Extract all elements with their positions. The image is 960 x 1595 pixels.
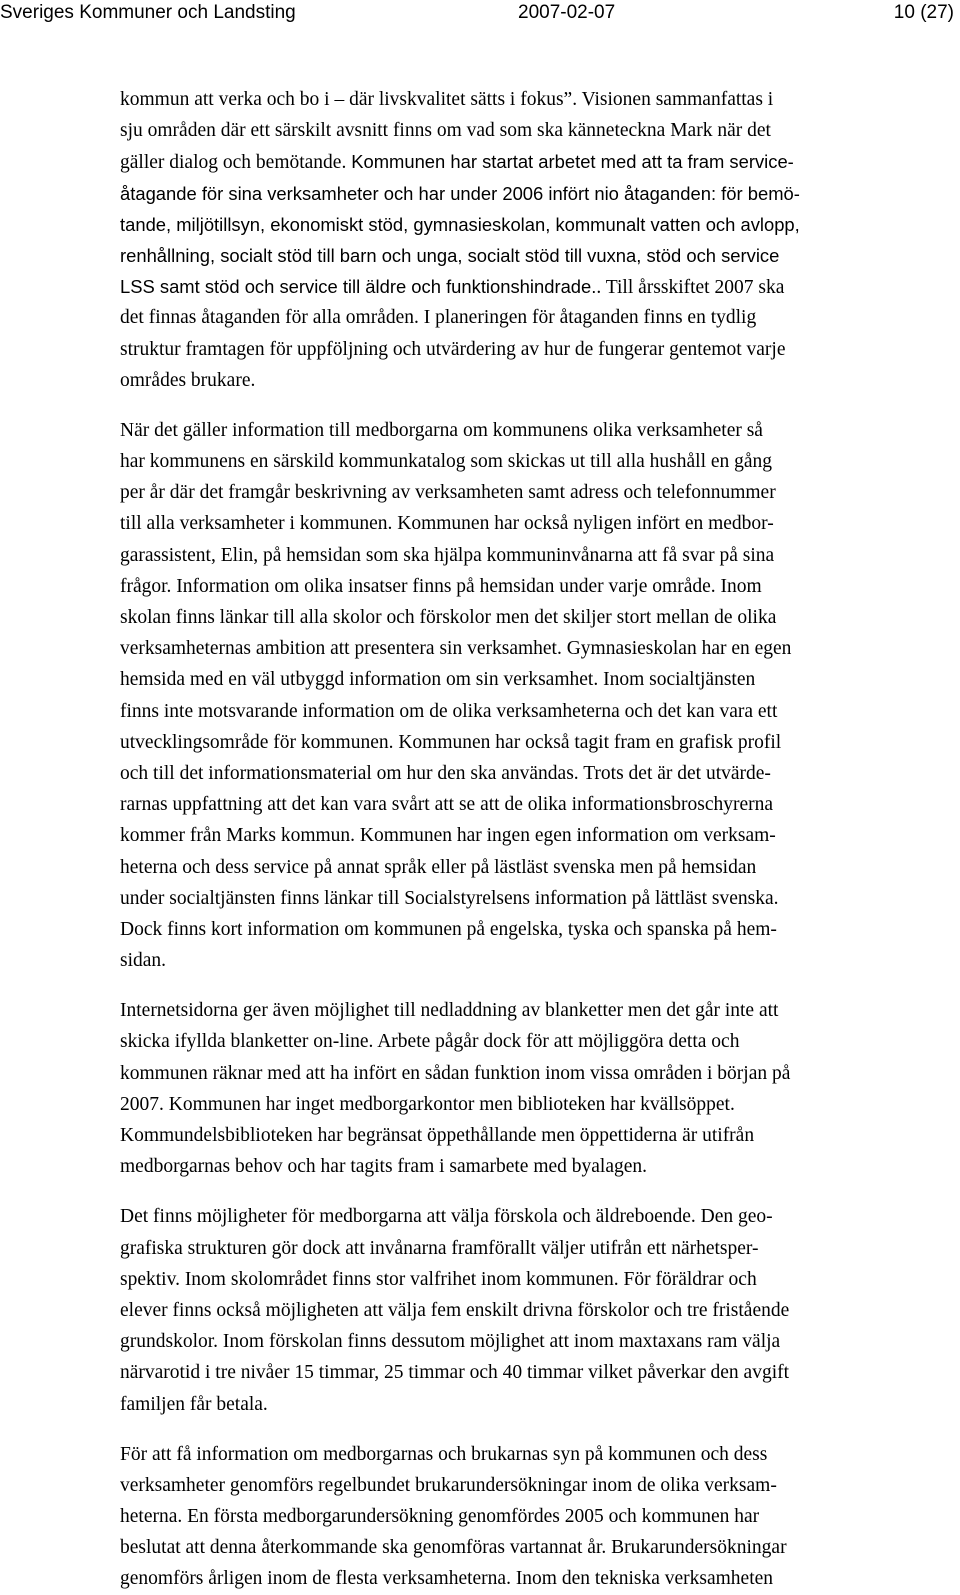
text-line: [120, 540, 920, 571]
text-line: [120, 820, 920, 851]
text-segment: närvarotid i tre nivåer 15 timmar, 25 timmar och 40 timmar vilket påverkar den avgift: [120, 1362, 790, 1384]
text-line: [120, 1563, 920, 1594]
text-segment: kommunen räknar med att ha infört en sådan funktion inom vissa områden i början på: [120, 1062, 791, 1084]
text-segment: verksamheternas ambition att presentera sin verksamhet. Gymnasieskolan har en egen: [120, 638, 792, 660]
text-line: [120, 1357, 920, 1388]
text-line: [120, 852, 920, 883]
text-segment: kommun att verka och bo i – där livskvalitet sätts i fokus”. Visionen sammanfattas i: [120, 89, 774, 110]
text-segment: Dock finns kort information om kommunen på engelska, tyska och spanska på hem-: [120, 918, 777, 940]
text-line: [120, 302, 920, 333]
text-line: [120, 365, 920, 396]
text-line: [120, 758, 920, 789]
page-header: [0, 0, 960, 30]
text-line: [120, 789, 920, 820]
paragraph: [120, 995, 920, 1182]
header-page-number: 10 (27): [893, 2, 954, 23]
text-line: [120, 508, 920, 539]
text-line: [120, 1233, 920, 1264]
text-line: [120, 446, 920, 477]
text-segment: och till det informationsmaterial om hur den ska användas. Trots det är det utvärde-: [120, 762, 771, 784]
text-segment: grafiska strukturen gör dock att invånarna framförallt väljer utifrån ett närhetsper-: [120, 1237, 759, 1259]
text-segment: tande, miljötillsyn, ekonomiskt stöd, gymnasieskolan, kommunalt vatten och avlopp,: [120, 213, 800, 235]
text-line: [120, 1120, 920, 1151]
text-segment: områdes brukare.: [120, 369, 256, 391]
text-segment: beslutat att denna återkommande ska genomföras vartannat år. Brukarundersökningar: [120, 1537, 787, 1559]
text-line: [120, 178, 920, 209]
paragraph-gap: [120, 976, 920, 995]
text-segment: garassistent, Elin, på hemsidan som ska hjälpa kommuninvånarna att få svar på sina: [120, 544, 775, 566]
text-segment: familjen får betala.: [120, 1393, 268, 1415]
text-segment: heterna. En första medborgarundersökning genomfördes 2005 och kommunen har: [120, 1506, 760, 1528]
text-segment: skolan finns länkar till alla skolor och förskolor men det skiljer stort mellan de olika: [120, 607, 777, 628]
text-line: [120, 664, 920, 695]
paragraph: [120, 415, 920, 976]
text-segment: rarnas uppfattning att det kan vara svårt att se att de olika informationsbroschyrerna: [120, 794, 774, 816]
text-segment: det finnas åtaganden för alla områden. I planeringen för åtaganden finns en tydlig: [120, 307, 757, 329]
text-line: [120, 1389, 920, 1420]
text-line: [120, 334, 920, 365]
text-segment: per år där det framgår beskrivning av verksamheten samt adress och telefonnummer: [120, 482, 776, 504]
text-segment: sidan.: [120, 950, 167, 972]
text-line: [120, 1501, 920, 1532]
text-segment: sju områden där ett särskilt avsnitt finns om vad som ska känneteckna Mark när det: [120, 120, 771, 142]
text-line: [120, 1439, 920, 1470]
text-line: [120, 1089, 920, 1120]
text-segment: Kommundelsbiblioteken har begränsat öppethållande men öppettiderna är utifrån: [120, 1125, 755, 1146]
text-line: [120, 914, 920, 945]
text-segment: Internetsidorna ger även möjlighet till nedladdning av blanketter men det går inte att: [120, 1000, 779, 1022]
text-segment: grundskolor. Inom förskolan finns dessutom möjlighet att inom maxtaxans ram välja: [120, 1331, 781, 1353]
text-segment: LSS samt stöd och service till äldre och funktionshindrade.: [120, 276, 597, 298]
text-segment: frågor. Information om olika insatser finns på hemsidan under varje område. Inom: [120, 575, 762, 597]
text-segment: 2007. Kommunen har inget medborgarkontor men biblioteken har kvällsöppet.: [120, 1093, 735, 1115]
text-segment: Det finns möjligheter för medborgarna att välja förskola och äldreboende. Den geo-: [120, 1206, 773, 1228]
paragraph-gap: [120, 396, 920, 415]
text-line: [120, 477, 920, 508]
text-line: [120, 1151, 920, 1182]
paragraph-gap: [120, 1420, 920, 1439]
text-segment: spektiv. Inom skolområdet finns stor valfrihet inom kommunen. För föräldrar och: [120, 1268, 757, 1290]
text-segment: åtagande för sina verksamheter och har under 2006 infört nio åtaganden: för bemö-: [120, 182, 800, 204]
paragraph-gap: [120, 1182, 920, 1201]
text-line: [120, 602, 920, 633]
text-line: [120, 633, 920, 664]
text-line: [120, 84, 920, 115]
document-body: [120, 84, 920, 1595]
text-segment: utvecklingsområde för kommunen. Kommunen har också tagit fram en grafisk profil: [120, 731, 782, 753]
text-segment: elever finns också möjligheten att välja fem enskilt drivna förskolor och tre fristående: [120, 1299, 790, 1321]
text-line: [120, 146, 920, 177]
text-segment: verksamheter genomförs regelbundet brukarundersökningar inom de olika verksam-: [120, 1474, 777, 1496]
text-line: [120, 571, 920, 602]
text-line: [120, 727, 920, 758]
text-segment: till alla verksamheter i kommunen. Kommunen har också nyligen infört en medbor-: [120, 513, 774, 535]
text-segment: hemsida med en väl utbyggd information om sin verksamhet. Inom socialtjänsten: [120, 669, 756, 691]
text-line: [120, 1264, 920, 1295]
text-segment: gäller dialog och bemötande.: [120, 152, 352, 174]
text-line: [120, 240, 920, 271]
text-segment: När det gäller information till medborgarna om kommunens olika verksamheter så: [120, 419, 763, 441]
text-line: [120, 209, 920, 240]
text-line: [120, 1026, 920, 1057]
text-segment: finns inte motsvarande information om de olika verksamheterna och det kan vara ett: [120, 700, 778, 722]
text-segment: Kommunen har startat arbetet med att ta fram service-: [351, 151, 794, 173]
text-segment: har kommunens en särskild kommunkatalog som skickas ut till alla hushåll en gång: [120, 451, 773, 473]
text-line: [120, 696, 920, 727]
text-line: [120, 1201, 920, 1232]
text-line: [120, 1470, 920, 1501]
text-segment: skicka ifyllda blanketter on-line. Arbete pågår dock för att möjliggöra detta och: [120, 1031, 740, 1053]
text-segment: kommer från Marks kommun. Kommunen har ingen egen information om verksam-: [120, 825, 776, 847]
text-segment: För att få information om medborgarnas och brukarnas syn på kommunen och dess: [120, 1443, 768, 1465]
paragraph: [120, 84, 920, 396]
text-line: [120, 995, 920, 1026]
header-date: 2007-02-07: [518, 2, 616, 23]
text-segment: medborgarnas behov och har tagits fram i samarbete med byalagen.: [120, 1156, 648, 1178]
text-line: [120, 1295, 920, 1326]
text-line: [120, 1058, 920, 1089]
text-segment: heterna och dess service på annat språk eller på lästläst svenska men på hemsidan: [120, 856, 757, 878]
paragraph: [120, 1201, 920, 1419]
header-organization: Sveriges Kommuner och Landsting: [0, 2, 296, 23]
text-segment: . Till årsskiftet 2007 ska: [596, 277, 785, 299]
text-segment: genomförs årligen inom de flesta verksamheterna. Inom den tekniska verksamheten: [120, 1568, 774, 1590]
text-line: [120, 271, 920, 302]
text-line: [120, 883, 920, 914]
text-segment: renhållning, socialt stöd till barn och unga, socialt stöd till vuxna, stöd och service: [120, 244, 780, 266]
text-segment: under socialtjänsten finns länkar till Socialstyrelsens information på lättläst svenska.: [120, 887, 779, 909]
text-line: [120, 1532, 920, 1563]
text-line: [120, 945, 920, 976]
text-segment: struktur framtagen för uppföljning och utvärdering av hur de fungerar gentemot varje: [120, 338, 786, 360]
text-line: [120, 415, 920, 446]
text-line: [120, 115, 920, 146]
paragraph: [120, 1439, 920, 1595]
text-line: [120, 1326, 920, 1357]
